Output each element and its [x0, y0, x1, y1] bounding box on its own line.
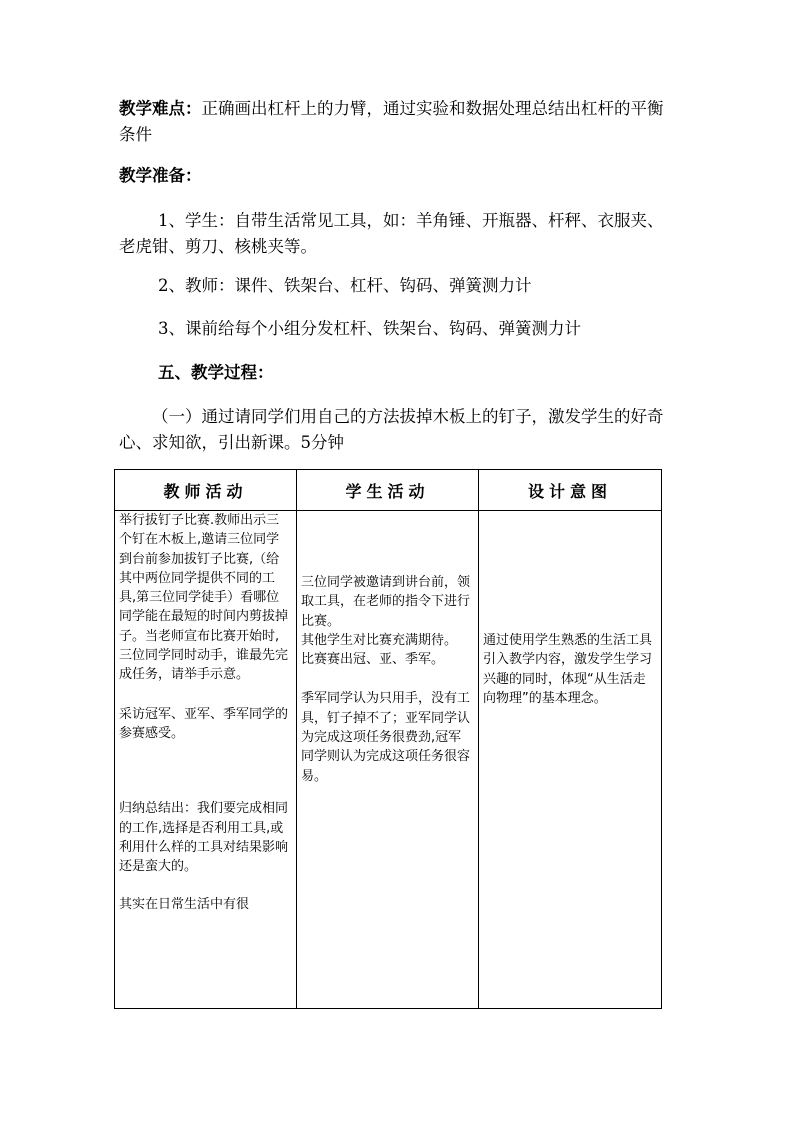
table-header-row [115, 470, 662, 511]
header-teacher-activity: 教师活动 [115, 470, 297, 511]
activity-table [114, 469, 662, 1009]
header-student-activity: 学生活动 [297, 470, 479, 511]
teacher-activity-cell [115, 511, 297, 1009]
preparation-item-2: 2、教师：课件、铁架台、杠杆、钩码、弹簧测力计 [158, 276, 532, 295]
table-row [115, 511, 662, 1009]
difficulty-paragraph [119, 96, 679, 148]
design-intent-cell [479, 511, 662, 1009]
teacher-activity-competition: 举行拔钉子比赛.教师出示三个钉在木板上,邀请三位同学到台前参加拔钉子比赛,（给其中两位同学提供不同的工具,第三位同学徒手）看哪位同学能在最短的时间内剪拔掉子。当老师宣布比赛开始时,三位同学同时动手，谁最先完成任务，请举手示意。 [119, 513, 289, 683]
student-activity-feedback: 季军同学认为只用手，没有工具，钉子掉不了；亚军同学认为完成这项任务很费劲,冠军同学则认为完成这项任务很容易。 [301, 691, 471, 784]
teacher-activity-continued: 其实在日常生活中有很 [119, 897, 250, 913]
student-activity-result: 比赛赛出冠、亚、季军。 [301, 652, 445, 668]
process-section-1: （一）通过请同学们用自己的方法拔掉木板上的钉子，激发学生的好奇心、求知欲，引出新课。5分钟 [119, 407, 664, 452]
preparation-item-3: 3、课前给每个小组分发杠杆、铁架台、钩码、弹簧测力计 [158, 319, 581, 338]
student-activity-invited: 三位同学被邀请到讲台前，领取工具，在老师的指令下进行比赛。 [301, 575, 471, 629]
preparation-item-1: 1、学生：自带生活常见工具，如：羊角锤、开瓶器、杆秤、衣服夹、老虎钳、剪刀、核桃夹等。 [119, 211, 664, 256]
difficulty-text: 正确画出杠杆上的力臂，通过实验和数据处理总结出杠杆的平衡条件 [119, 99, 664, 144]
process-heading: 五、教学过程： [158, 363, 274, 382]
teacher-activity-interview: 采访冠军、亚军、季军同学的参赛感受。 [119, 706, 289, 741]
student-activity-expect: 其他学生对比赛充满期待。 [301, 632, 458, 648]
difficulty-label: 教学难点： [119, 99, 202, 118]
design-intent-text: 通过使用学生熟悉的生活工具引入教学内容，激发学生学习兴趣的同时，体现“从生活走向物理”的基本理念。 [483, 633, 653, 706]
teacher-activity-summary: 归纳总结出：我们要完成相同的工作,选择是否利用工具,或利用什么样的工具对结果影响还是蛮大的。 [119, 801, 289, 875]
preparation-heading: 教学准备： [119, 166, 202, 185]
student-activity-cell [297, 511, 479, 1009]
header-design-intent: 设计意图 [479, 470, 662, 511]
